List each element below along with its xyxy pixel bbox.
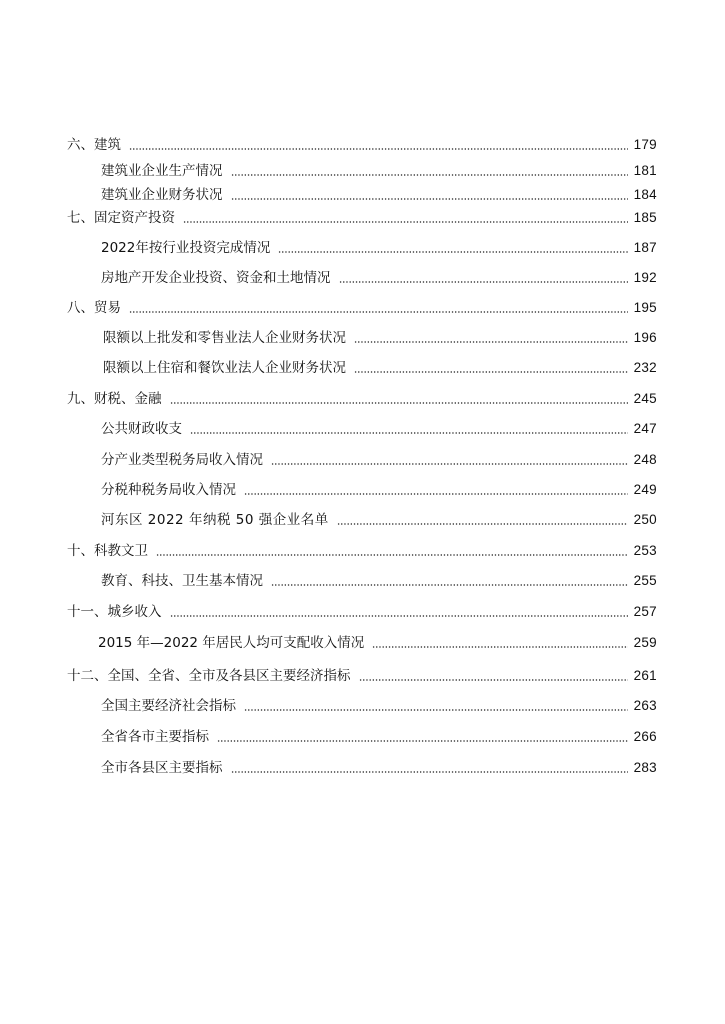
- toc-entry-title: 八、贸易: [67, 300, 121, 316]
- toc-entry-page: 192: [633, 270, 657, 285]
- toc-entry-title: 全市各县区主要指标: [101, 760, 223, 776]
- toc-leader-dots: [271, 463, 628, 465]
- toc-entry-title: 限额以上住宿和餐饮业法人企业财务状况: [103, 360, 346, 376]
- toc-leader-dots: [156, 554, 628, 556]
- toc-entry-title: 公共财政收支: [101, 421, 182, 437]
- toc-entry-page: 196: [633, 330, 657, 345]
- toc-leader-dots: [278, 251, 627, 253]
- toc-entry-investment-by-industry[interactable]: [101, 237, 657, 259]
- toc-leader-dots: [231, 771, 628, 773]
- toc-entry-title: 教育、科技、卫生基本情况: [101, 573, 263, 589]
- toc-entry-page: 259: [633, 635, 657, 650]
- toc-entry-title: 十、科教文卫: [67, 543, 148, 559]
- toc-entry-page: 250: [633, 512, 657, 527]
- toc-entry-title: 2015 年—2022 年居民人均可支配收入情况: [98, 635, 365, 651]
- toc-entry-title: 2022年按行业投资完成情况: [101, 240, 271, 256]
- toc-leader-dots: [170, 615, 628, 617]
- toc-entry-title: 七、固定资产投资: [67, 210, 175, 226]
- toc-entry-urban-rural-income[interactable]: [67, 601, 657, 623]
- toc-entry-title: 分产业类型税务局收入情况: [101, 452, 263, 468]
- toc-entry-title: 十一、城乡收入: [67, 604, 162, 620]
- toc-entry-top50-taxpayers[interactable]: [101, 509, 657, 531]
- toc-entry-title: 全省各市主要指标: [101, 729, 209, 745]
- toc-entry-page: 184: [633, 187, 657, 202]
- toc-entry-page: 263: [633, 698, 657, 713]
- toc-leader-dots: [339, 281, 628, 283]
- toc-entry-fixed-asset-investment[interactable]: [67, 207, 657, 229]
- toc-entry-page: 249: [633, 482, 657, 497]
- toc-entry-title: 河东区 2022 年纳税 50 强企业名单: [101, 512, 329, 528]
- toc-entry-real-estate[interactable]: [101, 267, 657, 289]
- toc-entry-national-indicators[interactable]: [101, 695, 657, 717]
- toc-leader-dots: [129, 311, 628, 313]
- toc-entry-page: 195: [633, 300, 657, 315]
- toc-leader-dots: [337, 523, 628, 525]
- toc-leader-dots: [217, 740, 628, 742]
- toc-leader-dots: [271, 584, 628, 586]
- toc-entry-page: 179: [633, 137, 657, 152]
- toc-entry-provincial-cities[interactable]: [101, 726, 657, 748]
- toc-entry-public-finance[interactable]: [101, 418, 657, 440]
- toc-entry-construction[interactable]: [67, 134, 657, 156]
- toc-entry-construction-finance[interactable]: [101, 184, 657, 206]
- toc-entry-title: 限额以上批发和零售业法人企业财务状况: [103, 330, 346, 346]
- toc-entry-disposable-income[interactable]: [98, 632, 657, 654]
- toc-entry-title: 建筑业企业生产情况: [101, 163, 223, 179]
- toc-leader-dots: [183, 221, 628, 223]
- toc-leader-dots: [190, 432, 628, 434]
- toc-entry-page: 185: [633, 210, 657, 225]
- toc-entry-trade[interactable]: [67, 297, 657, 319]
- toc-entry-tax-by-type[interactable]: [101, 479, 657, 501]
- toc-entry-page: 266: [633, 729, 657, 744]
- toc-entry-page: 283: [633, 760, 657, 775]
- toc-leader-dots: [354, 371, 628, 373]
- toc-leader-dots: [129, 148, 628, 150]
- toc-entry-page: 247: [633, 421, 657, 436]
- toc-entry-title: 九、财税、金融: [67, 391, 162, 407]
- toc-entry-title: 房地产开发企业投资、资金和土地情况: [101, 270, 331, 286]
- toc-entry-title: 十二、全国、全省、全市及各县区主要经济指标: [67, 668, 351, 684]
- toc-entry-title: 全国主要经济社会指标: [101, 698, 236, 714]
- toc-entry-page: 261: [633, 668, 657, 683]
- toc-entry-page: 255: [633, 573, 657, 588]
- toc-entry-page: 253: [633, 543, 657, 558]
- toc-leader-dots: [231, 198, 628, 200]
- toc-leader-dots: [354, 341, 628, 343]
- toc-entry-title: 建筑业企业财务状况: [101, 187, 223, 203]
- toc-entry-title: 分税种税务局收入情况: [101, 482, 236, 498]
- toc-leader-dots: [244, 709, 628, 711]
- toc-leader-dots: [231, 174, 628, 176]
- toc-entry-page: 245: [633, 391, 657, 406]
- toc-entry-page: 187: [633, 240, 657, 255]
- toc-entry-education-health[interactable]: [101, 570, 657, 592]
- toc-leader-dots: [244, 493, 628, 495]
- toc-entry-page: 232: [633, 360, 657, 375]
- toc-leader-dots: [170, 402, 628, 404]
- toc-entry-title: 六、建筑: [67, 137, 121, 153]
- toc-entry-finance-tax[interactable]: [67, 388, 657, 410]
- toc-entry-page: 248: [633, 452, 657, 467]
- toc-entry-main-economic-indicators[interactable]: [67, 665, 657, 687]
- toc-entry-city-counties[interactable]: [101, 757, 657, 779]
- toc-entry-page: 181: [633, 163, 657, 178]
- toc-entry-construction-production[interactable]: [101, 160, 657, 182]
- toc-entry-accommodation-catering[interactable]: [103, 357, 657, 379]
- toc-leader-dots: [372, 646, 627, 648]
- toc-leader-dots: [359, 679, 628, 681]
- toc-entry-page: 257: [633, 604, 657, 619]
- toc-entry-science-education[interactable]: [67, 540, 657, 562]
- toc-entry-wholesale-retail[interactable]: [103, 327, 657, 349]
- toc-entry-tax-by-industry[interactable]: [101, 449, 657, 471]
